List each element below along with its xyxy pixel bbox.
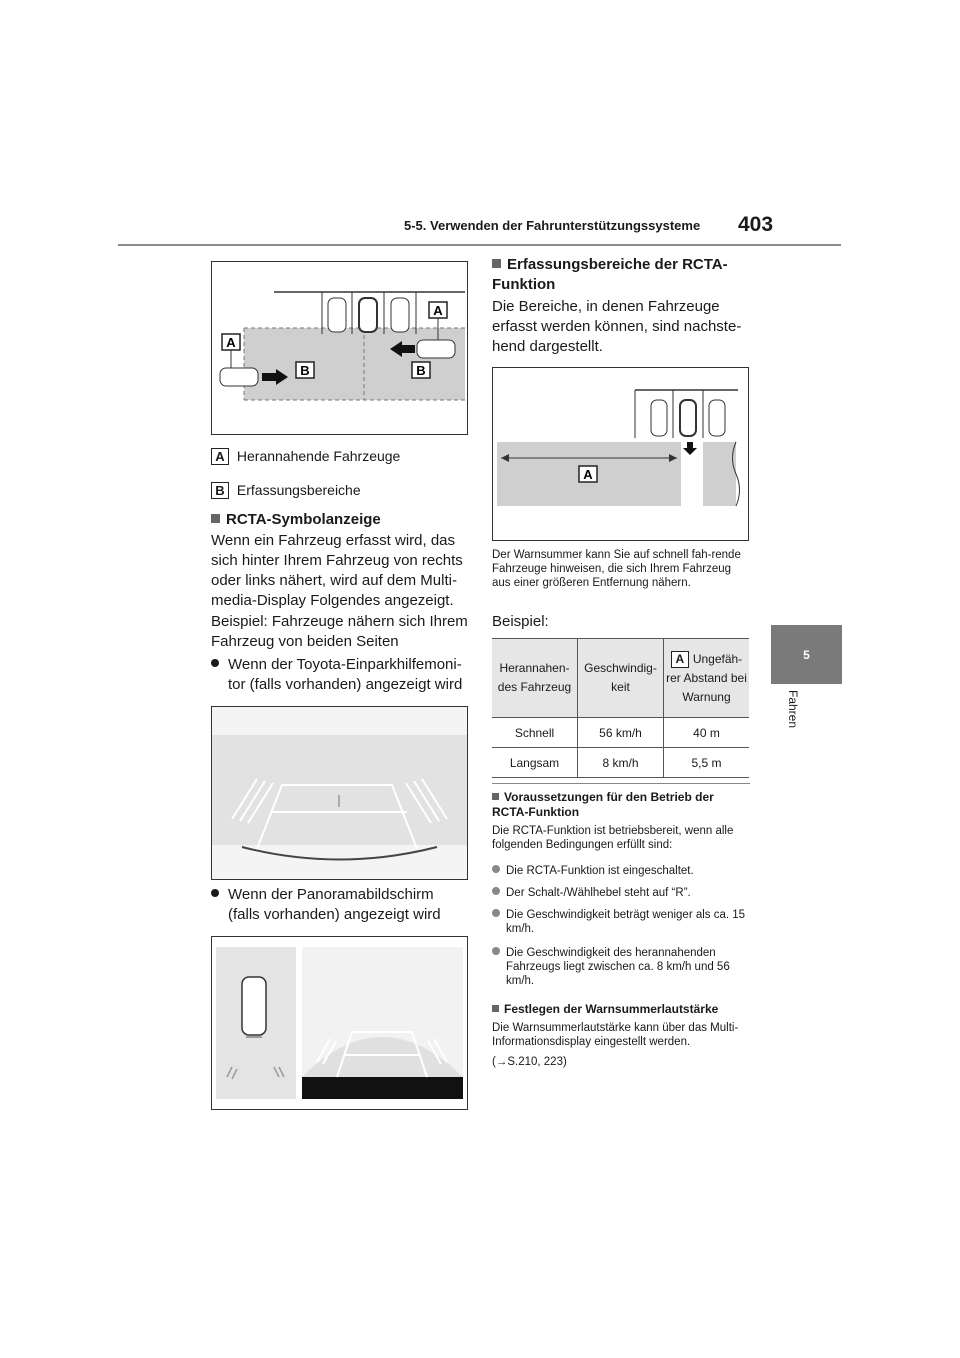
chapter-number: 5 xyxy=(803,647,810,662)
example-label: Beispiel: xyxy=(492,613,549,630)
header-speed: Geschwindig-keit xyxy=(578,639,664,718)
parking-assist-monitor-image xyxy=(211,706,468,880)
symbol-paragraph-1: Wenn ein Fahrzeug erfasst wird, das sich hinter Ihrem Fahrzeug von rechts oder links nähert, wird auf dem Multi-media-Display Folgendes angezeigt. xyxy=(211,532,463,609)
square-bullet-icon xyxy=(492,1005,499,1012)
legend-text-a: Herannahende Fahrzeuge xyxy=(236,448,401,464)
bullet-icon xyxy=(211,889,219,897)
header-divider xyxy=(118,244,841,246)
table-row: Schnell 56 km/h 40 m xyxy=(492,718,749,748)
conditions-heading: Voraussetzungen für den Betrieb der RCTA-Funktion xyxy=(492,790,714,819)
condition-item: Die RCTA-Funktion ist eingeschaltet. xyxy=(492,864,747,878)
bullet-icon xyxy=(211,659,219,667)
header-distance: A Ungefäh-rer Abstand bei Warnung xyxy=(664,639,750,718)
symbol-heading: RCTA-Symbolanzeige xyxy=(211,510,471,530)
conditions-intro: Die RCTA-Funktion ist betriebsbereit, wenn alle folgenden Bedingungen erfüllt sind: xyxy=(492,825,734,851)
symbol-bullet-1: Wenn der Toyota-Einparkhilfemoni-tor (falls vorhanden) angezeigt wird xyxy=(211,655,469,695)
rcta-parking-diagram xyxy=(211,261,468,435)
legend-badge-a: A xyxy=(211,448,229,465)
warning-distance-table xyxy=(492,638,749,778)
bullet-icon xyxy=(492,947,500,955)
condition-item: Die Geschwindigkeit beträgt weniger als ca. 15 km/h. xyxy=(492,908,747,936)
distance-badge: A xyxy=(671,651,689,668)
svg-text:B: B xyxy=(416,363,426,378)
panoramic-monitor-image xyxy=(211,936,468,1110)
areas-paragraph: Die Bereiche, in denen Fahrzeuge erfasst werden können, sind nachste-hend dargestellt. xyxy=(492,298,742,355)
page-number: 403 xyxy=(738,213,774,236)
volume-heading: Festlegen der Warnsummerlautstärke xyxy=(492,1002,747,1017)
volume-text: Die Warnsummerlautstärke kann über das Multi-Informationsdisplay eingestellt werden. xyxy=(492,1022,739,1048)
svg-text:B: B xyxy=(300,363,310,378)
bullet-icon xyxy=(492,865,500,873)
legend-badge-b: B xyxy=(211,482,229,499)
square-bullet-icon xyxy=(211,514,220,523)
svg-text:A: A xyxy=(583,467,593,482)
symbol-paragraph-2: Beispiel: Fahrzeuge nähern sich Ihrem Fahrzeug von beiden Seiten xyxy=(211,613,468,650)
chapter-tab[interactable] xyxy=(771,625,842,684)
condition-item: Der Schalt-/Wählhebel steht auf “R”. xyxy=(492,886,747,900)
section-divider xyxy=(492,783,750,784)
page-reference-link[interactable]: (→S.210, 223) xyxy=(492,1056,567,1068)
section-title: 5-5. Verwenden der Fahrunterstützungssysteme xyxy=(404,218,701,233)
bullet-icon xyxy=(492,909,500,917)
legend-detection xyxy=(211,480,361,500)
detection-area-diagram xyxy=(492,367,749,541)
square-bullet-icon xyxy=(492,793,499,800)
chapter-label: Fahren xyxy=(786,690,800,729)
legend-approaching xyxy=(211,446,400,466)
areas-heading: Erfassungsbereiche der RCTA-Funktion xyxy=(492,256,728,293)
table-row: Langsam 8 km/h 5,5 m xyxy=(492,748,749,778)
header-vehicle: Herannahen-des Fahrzeug xyxy=(492,639,578,718)
svg-text:A: A xyxy=(433,303,443,318)
warning-caption: Der Warnsummer kann Sie auf schnell fah-rende Fahrzeuge hinweisen, die sich Ihrem Fahrzeug aus einer größeren Entfernung nähern. xyxy=(492,549,741,589)
square-bullet-icon xyxy=(492,259,501,268)
symbol-bullet-2: Wenn der Panoramabildschirm (falls vorhanden) angezeigt wird xyxy=(211,885,469,925)
svg-text:A: A xyxy=(226,335,236,350)
bullet-icon xyxy=(492,887,500,895)
legend-text-b: Erfassungsbereiche xyxy=(236,482,361,498)
condition-item: Die Geschwindigkeit des herannahenden Fahrzeugs liegt zwischen ca. 8 km/h und 56 km/h. xyxy=(492,946,747,988)
